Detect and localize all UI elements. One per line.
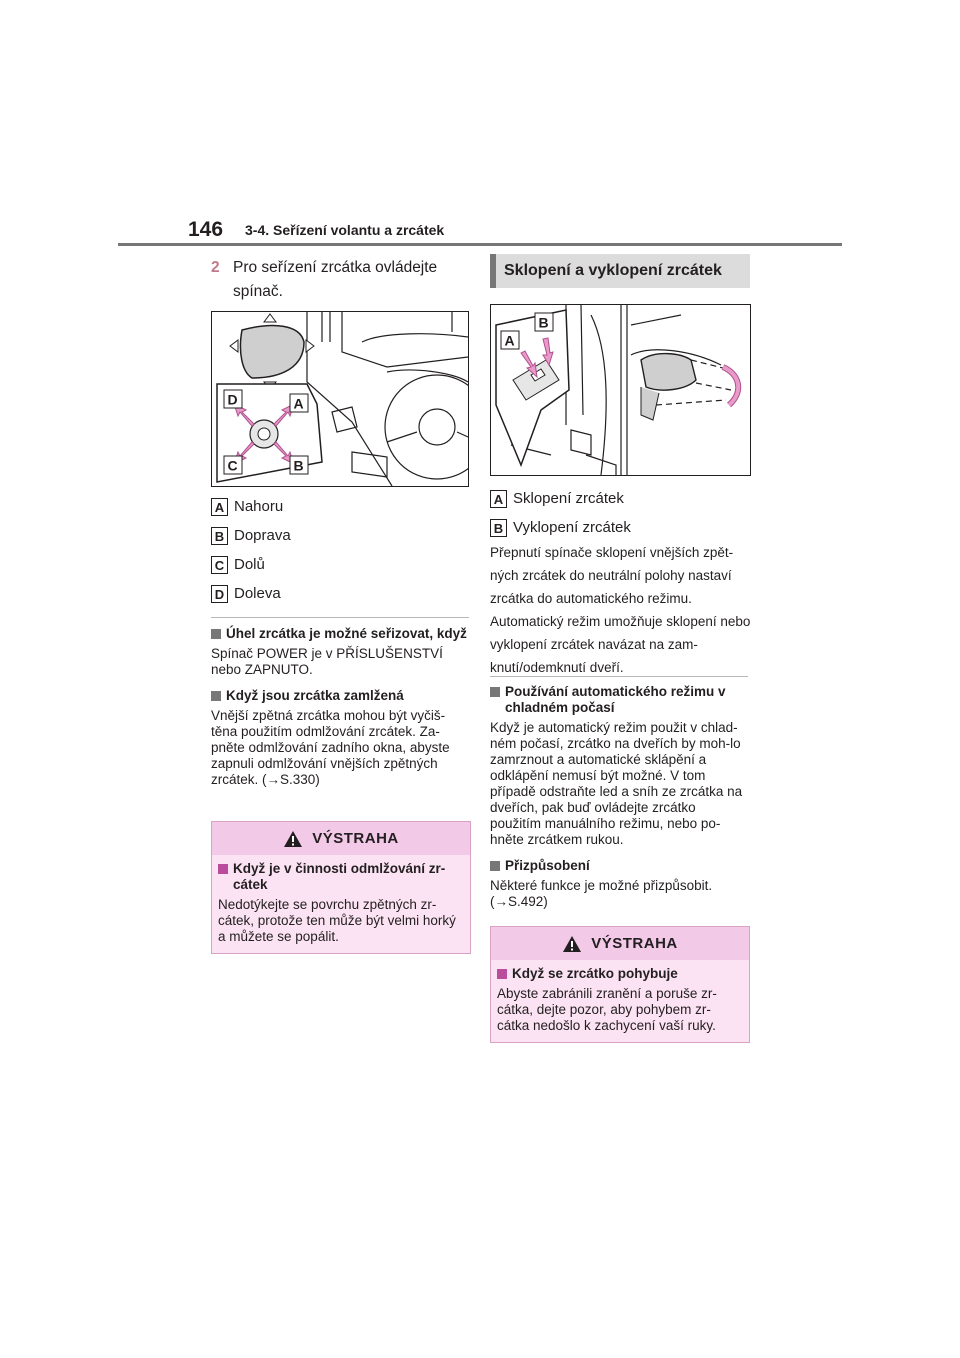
legend-letter: D — [211, 585, 228, 603]
fig1-letter-d: D — [227, 391, 238, 408]
note-body: Když je automatický režim použit v chlad-ném počasí, zrcátko na dveřích by moh-lo zamrznout a automatické sklápění a odklápění nemusí být možné. V tom případě odstraňte led a sníh ze zrcátka na dveřích, pak buď ovládejte zrcátko použitím manuálního režimu, nebo po-hněte zrcátkem rukou. — [490, 720, 743, 847]
step-2 — [211, 256, 471, 304]
warning-header — [212, 822, 470, 855]
legend-item — [211, 521, 291, 550]
warning-header — [491, 927, 749, 960]
note-body: Spínač POWER je v PŘÍSLUŠENSTVÍ nebo ZAPNUTO. — [211, 646, 443, 677]
legend-text: Nahoru — [234, 498, 284, 515]
header-rule — [118, 243, 842, 246]
section-heading: Sklopení a vyklopení zrcátek — [490, 254, 750, 288]
legend-item — [490, 513, 631, 542]
warning-icon — [562, 935, 582, 953]
legend-letter: B — [211, 527, 228, 545]
mirror-fold-illustration — [491, 305, 750, 475]
mirror-fold-figure — [490, 304, 751, 476]
section-title: 3-4. Seřízení volantu a zrcátek — [245, 222, 445, 238]
right-paragraph: Přepnutí spínače sklopení vnějších zpět-ných zrcátek do neutrální polohy nastaví zrcátka do automatického režimu. Automatický režim umožňuje sklopení nebo vyklopení zrcátek navázat na zam-knutí/odemknutí dveří. — [490, 545, 751, 675]
warning-title: VÝSTRAHA — [591, 935, 678, 952]
legend-text: Doleva — [234, 585, 281, 602]
fig1-letter-a: A — [293, 395, 304, 412]
note-title: Používání automatického režimu v chladném počasí — [490, 684, 750, 716]
warning-head: Když se zrcátko pohybuje — [512, 966, 678, 981]
legend-letter: A — [490, 490, 507, 508]
mirror-adjust-illustration — [212, 312, 468, 486]
legend-item — [211, 550, 291, 579]
fig2-letter-b: B — [538, 314, 549, 331]
mirror-adjust-figure — [211, 311, 469, 487]
left-legend — [211, 492, 291, 608]
legend-text: Doprava — [234, 527, 291, 544]
legend-item — [211, 579, 291, 608]
legend-item — [490, 484, 631, 513]
right-warning-box — [490, 926, 750, 1043]
legend-text: Vyklopení zrcátek — [513, 519, 631, 536]
warning-text: Nedotýkejte se povrchu zpětných zr-cátek, protože ten může být velmi horký a můžete se popálit. — [218, 897, 456, 944]
legend-text: Dolů — [234, 556, 265, 573]
legend-text: Sklopení zrcátek — [513, 490, 624, 507]
warning-title: VÝSTRAHA — [312, 830, 399, 847]
fig1-letter-b: B — [293, 457, 304, 474]
fig1-letter-c: C — [227, 457, 238, 474]
legend-letter: B — [490, 519, 507, 537]
note-title: Když jsou zrcátka zamlžená — [211, 688, 469, 704]
warning-body — [212, 855, 470, 953]
left-warning-box — [211, 821, 471, 954]
right-divider — [490, 676, 748, 677]
note-body: Vnější zpětná zrcátka mohou být vyčiš-těna použitím odmlžování zrcátek. Za-pněte odmlžování zadního okna, abyste zapnuli odmlžování vnějších zpětných zrcátek. (→S.330) — [211, 708, 450, 787]
left-divider — [211, 617, 469, 618]
legend-letter: A — [211, 498, 228, 516]
warning-icon — [283, 830, 303, 848]
legend-item — [211, 492, 291, 521]
fig2-letter-a: A — [504, 332, 515, 349]
warning-text: Abyste zabránili zranění a poruše zr-cátka, dejte pozor, aby pohybem zr-cátka nedošlo k zachycení vaší ruky. — [497, 986, 717, 1033]
note-body: Některé funkce je možné přizpůsobit. (→S.492) — [490, 878, 713, 909]
legend-letter: C — [211, 556, 228, 574]
step-text: Pro seřízení zrcátka ovládejte spínač. — [233, 259, 438, 300]
right-notes — [490, 684, 750, 910]
left-notes — [211, 626, 469, 788]
step-number: 2 — [211, 259, 220, 276]
note-title: Úhel zrcátka je možné seřizovat, když — [211, 626, 469, 642]
right-legend — [490, 484, 631, 542]
warning-body — [491, 960, 749, 1042]
note-title: Přizpůsobení — [490, 858, 750, 874]
page-number: 146 — [188, 218, 224, 241]
warning-head: Když je v činnosti odmlžování zr-cátek — [233, 861, 446, 892]
